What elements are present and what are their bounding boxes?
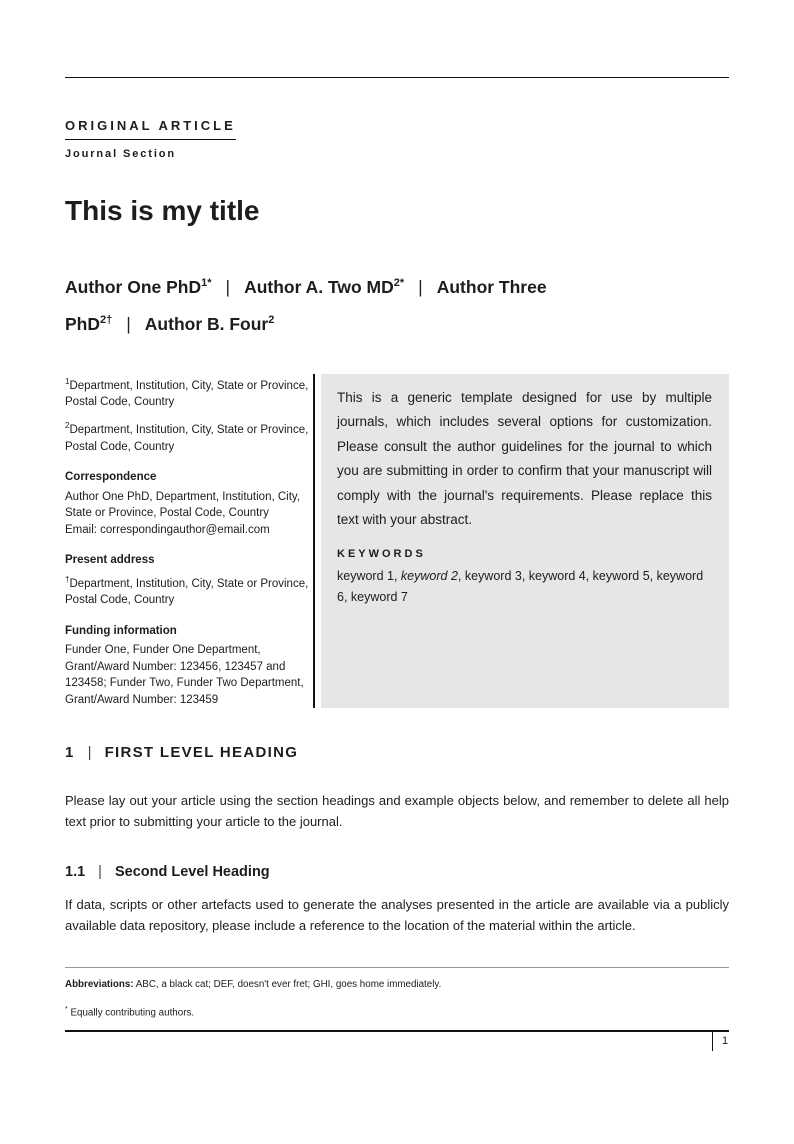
funding-block	[65, 623, 313, 709]
section-title: Second Level Heading	[114, 864, 270, 881]
keywords-heading: KEYWORDS	[337, 547, 426, 560]
section-1-paragraph: Please lay out your article using the section headings and example objects below, and remember to delete all help text prior to submitting your article to the journal.	[65, 793, 729, 830]
correspondence-text: Author One PhD, Department, Institution, City, State or Province, Postal Code, Country	[65, 490, 301, 520]
author-separator: |	[225, 276, 231, 297]
page-footer	[65, 1030, 729, 1051]
section-heading-1	[65, 744, 729, 762]
correspondence-email: Email: correspondingauthor@email.com	[65, 523, 270, 536]
author-list	[65, 267, 585, 341]
asterisk-marker: *	[65, 1006, 68, 1014]
front-matter-columns	[65, 374, 729, 708]
correspondence-heading: Correspondence	[65, 471, 157, 484]
abstract-panel	[313, 374, 729, 708]
section-number: 1.1	[65, 864, 86, 881]
section-title: FIRST LEVEL HEADING	[104, 744, 299, 762]
page-number: 1	[712, 1032, 729, 1051]
affiliations-column	[65, 374, 313, 708]
footnotes	[65, 967, 729, 1019]
section-number: 1	[65, 744, 75, 762]
keywords-list: keyword 1, keyword 2, keyword 3, keyword 4, keyword 5, keyword 6, keyword 7	[337, 568, 704, 604]
author-name: Author One PhD$^{1*}$	[65, 276, 212, 297]
keyword-italic: keyword 2	[400, 568, 458, 583]
abbreviations-label: Abbreviations:	[65, 979, 134, 991]
abstract-box	[321, 374, 729, 708]
present-address-text: †Department, Institution, City, State or Province, Postal Code, Country	[65, 574, 309, 607]
author-affiliation-mark: 1*	[201, 277, 212, 289]
page-title: This is my title	[65, 195, 260, 226]
author-name: Author A. Two $MD^{2*}$	[244, 276, 405, 297]
funding-text: Funder One, Funder One Department, Grant/Award Number: 123456, 123457 and 123458; Funder Two, Funder Two Department, Grant/Award Number: 123459	[65, 644, 304, 706]
section-1-1-paragraph: If data, scripts or other artefacts used to generate the analyses presented in the article are available via a publicly available data repository, please include a reference to the location of the material within the article.	[65, 897, 729, 934]
section-separator: |	[98, 864, 102, 881]
affiliation-item: $^1$Department, Institution, City, State or Province, Postal Code, Country	[65, 376, 309, 408]
abbreviations-footnote: Abbreviations: ABC, a black cat; DEF, doesn't ever fret; GHI, goes home immediately.	[65, 979, 442, 991]
author-separator: |	[418, 276, 423, 297]
present-address-heading: Present address	[65, 554, 155, 567]
author-affiliation-mark: 2†	[100, 313, 113, 326]
author-affiliation-mark: 2*	[393, 277, 405, 289]
section-heading-1-1	[65, 863, 729, 881]
equal-contribution-footnote: * Equally contributing authors.	[65, 1006, 195, 1019]
masthead	[65, 78, 729, 161]
author-name: Author B. Four$^2$	[144, 313, 275, 334]
present-address-block	[65, 552, 313, 608]
section-separator: |	[87, 744, 92, 762]
abstract-text: This is a generic template designed for use by multiple journals, which includes several options for customization. Please consult the author guidelines for the journal to which you are submitting in order to confirm that your manuscript will comply with the journal's requirements. Please replace this text with your abstract.	[337, 389, 712, 528]
journal-section-label: Journal Section	[65, 148, 177, 160]
affiliation-item: $^2$Department, Institution, City, State or Province, Postal Code, Country	[65, 421, 309, 453]
author-separator: |	[126, 313, 131, 334]
article-type-label: ORIGINAL ARTICLE	[65, 117, 236, 140]
author-affiliation-mark: 2	[268, 313, 275, 326]
correspondence-block	[65, 469, 313, 538]
funding-heading: Funding information	[65, 624, 177, 637]
author-name: Author Three PhD$^{2\dagger}$	[65, 276, 547, 334]
